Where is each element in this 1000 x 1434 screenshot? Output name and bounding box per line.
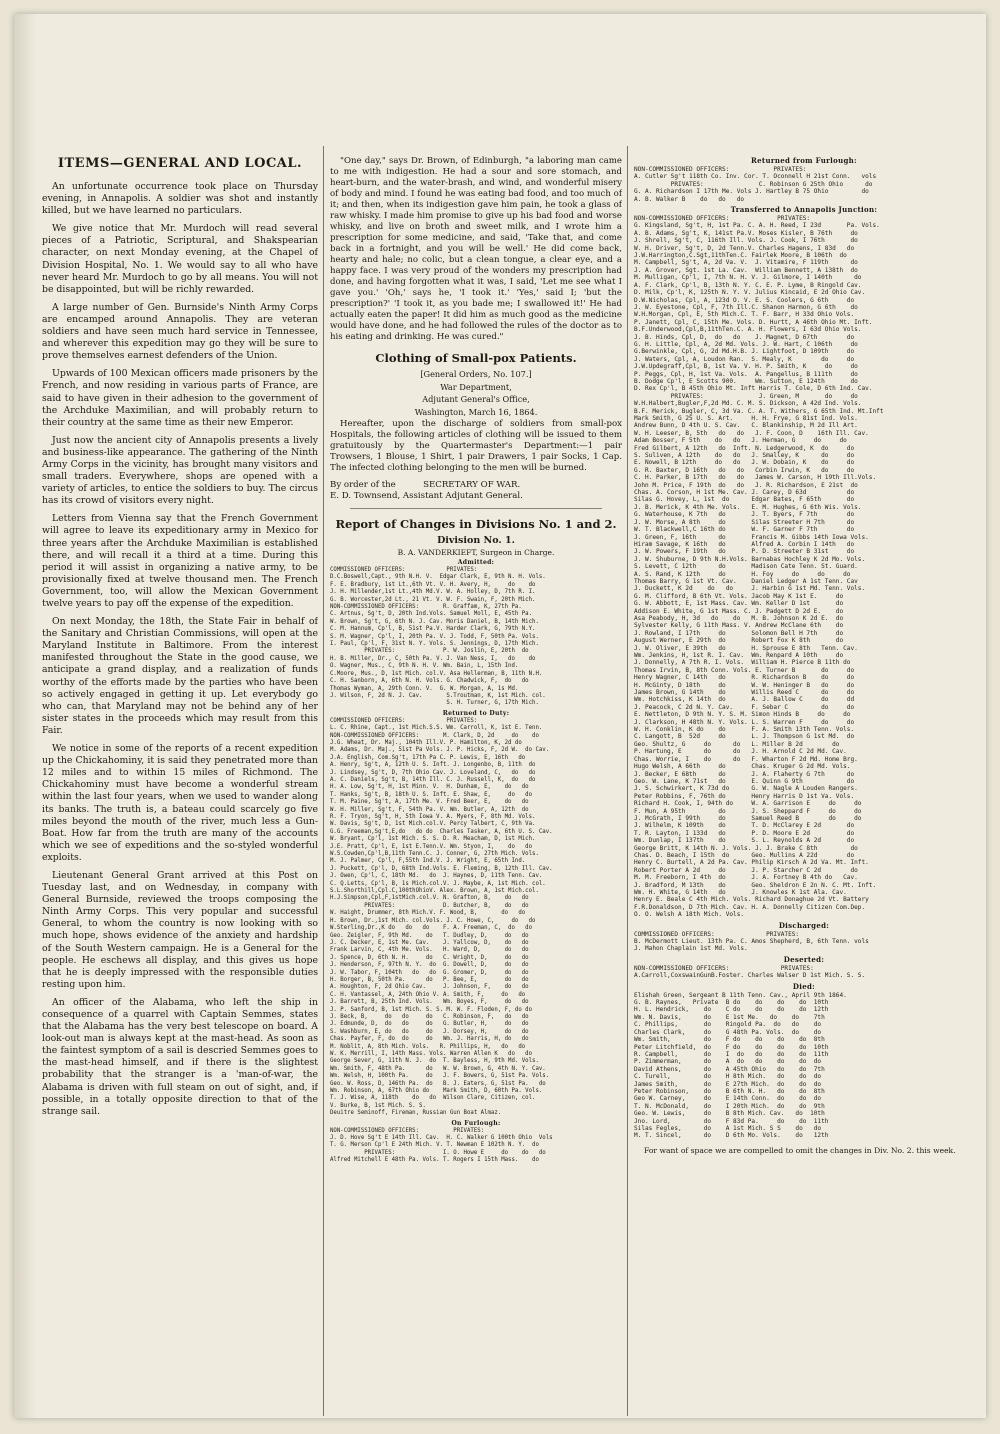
item-paragraph: We give notice that Mr. Murdoch will read several pieces of a Patriotic, Scriptural, and Shakspearian character, on next Monday evening, at the Chapel of Division Hospital, No. 1. We would say to all who have never heard Mr. Murdoch to go by all means. You will not be disappointed, but will be richly rewarded. [42, 223, 318, 295]
newspaper-page [14, 14, 986, 1418]
order-text: Hereafter, upon the discharge of soldiers from small-pox Hospitals, the following articles of clothing will be issued to them gratuitously by the Quartermaster's Department:—1 pair Trowsers, 1 Blouse, 1 Shirt, 1 pair Drawers, 1 pair Socks, 1 Cap. The infected clothing belonging to the men will be burned. [330, 419, 622, 473]
transferred-list: NON-COMMISSIONED OFFICERS: PRIVATES: G. Kingsland, Sg't, H, 1st Pa. C. A. H. Reed, I 23d Pa. Vols. A. B. Adams, Sg't, K, 141st Pa.V. Moses Kisler, B 76th do J. Shrell, Sg't, C, 116th Ill. Vols. J. Cook, I 76th do W. H. Driver, Sg't, D, 2d Tenn.V. Charles Hagens, I 83d do J.W.Harrington,C.Sgt,11thTen.C. Fairlek Moore, B 106th do M. Campbell, Sg't, A, 2d Va. V. J. Vitamire, F 119th do J. A. Grover, Sgt. 1st La. Cav. William Bennett, A 138th do M. Mulligan, Cp'l, I, 7th N. H. V. J. Gilmore, I 140th do A. F. Clark, Cp'l, B, 13th N. Y. C. E. P. Lyme, B Ringold Cav. D. Milk, Cp'l, K, 125th N. Y. V. Julius Kincaid, E 2d Ohio Cav. D.W.Nicholas, Cpl, A, 123d O. V. E. S. Coolers, G 6th do J. W. Eyestone, Cpl, F, 7th Ill.C. Shanon Harmon, G 6th do W.H.Morgan, Cpl, E, 5th Mich.C. T. F. Barr, H 33d Ohio Vols. P. Janett, Cpl, C, 15th Me. Vols. D. Hurtt, A 46th Ohio Mt. Inft. B.F.Underwood,Cpl,B,11thTen.C. A. H. Flowers, I 63d Ohio Vols. J. B. Hinds, Cpl, D, do do J. Magnet, D 67th do G. H. Little, Cpl, A, 2d Md. Vols. J. W. Hart, C 106th do G.Berwinkle, Cpl, G, 2d Md.H.B. J. Lightfoot, D 109th do J. Waters, Cpl, A, Loudon Ran. S. Mealy, K do do J.W.Updegraff,Cpl, B, 1st Va. V. H. P. Smith, K do do P. Peggs, Cpl, H, 1st Va. Vols. A. Pangellus, B 111th do B. Dodge Cp'l, E Scotts 900. Wm. Sutton, E 124th do D. Rex Cp'l, B 45th Ohio Mt. Inft Harris T. Cole, D 6th Ind. Cav. PRIVATES: J. Green, M do do W.H.Halbert,Bugler,F,2d Md. C. M. S. Dickson, A 42d Ind. Vols. B.F. Merick, Bugler, C, 3d Va. C. A. T. Withers, G 65th Ind. Mt.Inft Mark Smith, G 25 U. S. Art. H. H. Frye, G 81st Ind. Vols. Andrew Bunn, D 4th U. S. Cav. C. Blankinship, M 2d Ill Art. W. H. Leeser, B, 5th do do J. F. Coon, D 16th Ill. Cav. Adam Bosser, F 5th do do J. Herman, G do do Fred Gilbert, A 12th do Inft. N. Ledgerwood, K do do S. Suliven, A 12th do do J. Smalley, K do do E. Nowell, B 12th do do J. W. Dobain, K do do G. R. Baxter, D 16th do do Corbin Irwin, K do do C. H. Parker, B 17th do do James W. Carson, H 19th Ill.Vols. John M. Price, F 19th do do J. R. Richardson, E 21st do Chas. A. Corson, H 1st Me. Cav. J. Carey, D 63d do Silas G. Hovey, L, 1st do Edgar Bates, F 65th do J. B. Merick, K 4th Me. Vols. E. M. Hughes, G 6th Wis. Vols. G. Waterhouse, K 7th do J. T. Byers, F 7th do J. W. Morse, A 8th do Silas Streeter H 7th do W. T. Blackwell,C 16th do W. F. Garner F 7th do J. Green, F, 16th do Francis M. Gibbs 14th Iowa Vols. Hiram Savage, K 16th do Alfred A. Corbin I 14th do J. W. Powers, F 19th do P. D. Streeter B 31st do J. W. Shuburne, D 9th N.H.Vols. Barnabas Hochley K 2d Mo. Vols. S. Levett, C 12th do Madison Cate Tenn. St. Guard. A. S. Rand, K 12th do H. Foy do do do Thomas Barry, G 1st Vt. Cav. Daniel Ledger A 1st Tenn. Cav J. Duckett, K 2d do do J. Harbin G 1st Md. Tenn. Vols. G. M. Clifford, B 6th Vt. Vols. Jacob May K 1st E. do G. W. Abbott, E, 1st Mass. Cav. Wm. Keller D 1st do Addison E. White, G 1st Mass. C. J. Padgett D 2d E. do Asa Peabody, H, 3d do do M. B. Johnson K 2d E. do Sylvester Kelly, G 11th Mass. V. Andrew McClane 6th do J. Rowland, I 17th do Solomon Bell H 7th do August Werner, E 29th do Robert Fox K 8th do J. W. Oliver, E 39th do H. Sprouse E 8th Tenn. Cav. Wm. Jenkins, H, 1st R. I. Cav. Wm. Renpard A 10th do J. Donnelly, A 7th R. I. Vols. William H. Pierce B 11th do Thomas Irvin, B, 8th Conn. Vols. E. Turner B do do Henry Wagner, C 14th do R. Richardson B do do H. McGinty, D 18th do W. W. Heninger B do do James Brown, G 14th do Willis Reed C do do Wm. Hotchkiss, K 14th do A. J. Ballow C do dd J. Peacock, C 2d N. Y. Cav. F. Sebar C do do E. Nettleton, D 9th N. Y. S. M. Simon Hinds B do do J. Clarkson, H 48th N. Y. Vols. L. S. Warren F do do W. H. Conklin, K do do F. A. Smith 13th Tenn. Vols. C. Langott, B 52d do L. J. Thompson G 1st Md. do Geo. Shultz, G do do L. Miller B 2d do P. Hartung, E do do J. H. Arnold C 2d Md. Cav. Chas. Worrie, I do do F. Wharton F 2d Md. Home Brg. Hugo Welsh, A 66th do Chas. Kruger G 2d Md. Vols. J. Becker, E 68th do J. A. Flaherty G 7th do Geo. W. Lane, K 71st do E. Quinn G 9th do J. S. Schwirkert, K 73d do G. W. Nagle A Louden Rangers. Peter Robbins, F, 76th do Henry Harris D 1st Va. Vols. Richard H. Cook, I, 94th do W. A. Garrison E do do F. Mun, A 95th do J. S. Sheppard F do do J. McGrath, I 99th do Samuel Reed B do do J. Wilhelm, K 109th do T. D. McClarey E 2d do T. R. Layton, I 133d do P. D. Moore E 2d do Wm. Dunlap, I 137th do S. L. Reynolds A 2d do George Britt, K 14th N. J. Vols. J. J. Brake C 8th do Chas. D. Beach, I 15th do Geo. Mullins A 22d do Henry C. Burtell, A 2d Pa. Cav. Philip Kirsch A 2d Va. Mt. Inft. Robert Porter A 2d do J. P. Starcher C 2d do M. M. Freeborn, I 4th do J. A. Fortney B 4th do Cav. J. Bradford, M 13th do Geo. Sheldron E 2n N. C. Mt. Inft. Wm. H. White, G 14th do J. Knowles K 1st Ala. Cav. Henry E. Beale C 4th Mich. Vols. Richard Donaghue 2d Vt. Battery F.R.Donaldson, D 7th Mich. Cav. H. A. Donnelly Citizen Com.Dep. O. O. Welsh A 18th Mich. Vols. [634, 215, 884, 919]
died-list: Elishah Green, Sergeant B 11th Tenn. Cav., April 9th 1864. G. B. Raynes, Private B do do do do 10th H. L. Hendrick, do C do do do do 12th Wm. N. Davis, do E 1st Me. do do 7th C. Phillips, do Ringold Pa. do do do Charles Clark, do G 48th Pa. Vols. do do Wm. Smith, do F do do do do 8th Peter Litchfield, do F do do do do 10th R. Campbell, do I do do do do 11th P. Zimmerman, do A do do do do do David Athens, do A 45th Ohio do do 7th C. Turell, do H 8th Mich. do do do James Smith, do E 27th Mich. do do do Peter Robinson, do B 6th N. H. do do 8th Geo W. Carney, do E 14th Conn. do do do T. N. McDonald, do I 20th Mich. do do 9th Geo. W. Lewis, do B 8th Mich. Cav. do 10th Jno. Lord, do F 83d Pa. do do 11th Silas Fegles, do A 1st Mich. S S do do M. T. Sincel, do D 6th Mo. Vols. do 12th [634, 991, 847, 1140]
item-paragraph: Just now the ancient city of Annapolis presents a lively and business-like appearance. The gathering of the Ninth Army Corps in the vicinity, has brought many visitors and small traders. Everywhere, shops are opened with a variety of articles, to entice the soldiers to buy. The circus has its crowd of visitors every night. [42, 434, 318, 507]
order-dept: War Department, [440, 381, 512, 392]
on-furlough-heading: On Furlough: [451, 1119, 501, 1127]
item-paragraph: Upwards of 100 Mexican officers made prisoners by the French, and now residing in various parts of France, are said to have given in their adhesion to the government of the Archduke Maximilian, and will probably return to their country at the same time as their new Emperor. [42, 368, 318, 428]
order-signature-2: E. D. Townsend, Assistant Adjutant General. [330, 491, 523, 501]
item-paragraph: A large number of Gen. Burnside's Ninth Army Corps are encamped around Annapolis. They are veteran soldiers and have seen much hard service in Tennessee, and wherever this expedition may go they will be sure to prove themselves earnest defenders of the Union. [42, 301, 318, 362]
right-column [634, 146, 974, 1416]
discharged-heading: Discharged: [778, 920, 830, 930]
column-rule-1 [323, 146, 324, 1416]
admitted-heading: Admitted: [457, 559, 495, 566]
left-column [42, 146, 318, 1416]
returned-duty-heading: Returned to Duty: [442, 709, 510, 717]
surgeon-line: B. A. VANDERKIEFT, Surgeon in Charge. [397, 548, 555, 557]
order-office: Adjutant General's Office, [422, 394, 530, 404]
division-heading: Division No. 1. [437, 535, 515, 546]
item-paragraph: Letters from Vienna say that the French Government will agree to leave its expeditionary army in Mexico for three years after the Archduke Maximilian is established there, and will recall it a third at a time. During this period it will assist in organizing a native army, to be provisionally fixed at twelve thousand men. The French Government, too, will allow the Mexican Government twelve years to pay off the expense of the expedition. [42, 513, 318, 609]
returned-furlough-list: NON-COMMISSIONED OFFICERS: PRIVATES: A. Cutler Sg't 118th Co. Inv. Cor. T. Oconnell H 21st Conn. vols PRIVATES: C. Robinson G 25th Ohio do G. A. Richardson I 17th Me. Vols J. Hartley B 75 Ohio do A. B. Walker B do do do [634, 166, 877, 203]
died-heading: Died: [792, 981, 816, 991]
item-paragraph: Lieutenant General Grant arrived at this Post on Tuesday last, and on Wednesday, in company with General Burnside, reviewed the troops composing the Ninth Army Corps. This very popular and successful General, to whom the country is now looking with so much hope, shows evidence of the anxiety and hardship of the South Western campaign. He is a General for the people. He eschews all display, and this gives us hope that he is deeply impressed with the responsible duties resting upon him. [42, 869, 318, 990]
middle-column [330, 146, 622, 1416]
item-paragraph: An officer of the Alabama, who left the ship in consequence of a quarrel with Captain Semmes, states that the Alabama has the very best telescope on board. A look-out man is always kept at the mast-head. As soon as the faintest symptom of a sail is descried Semmes goes to the mast-head himself, and if there is the slightest probability that the stranger is a 'man-of-war, the Alabama is driven with full steam on out of sight, and, if possible, in a totally opposite direction to that of the strange sail. [42, 996, 318, 1117]
deserted-list: NON-COMMISSIONED OFFICERS: PRIVATES: A.Carroll,CoxswainGunB.Foster. Charles Walser D 1st Mich. S. S. [634, 964, 866, 980]
items-heading: ITEMS—GENERAL AND LOCAL. [57, 156, 303, 171]
page-gutter-shadow [14, 14, 36, 1418]
order-date: Washington, March 16, 1864. [414, 406, 538, 417]
doctor-story: "One day," says Dr. Brown, of Edinburgh, "a laboring man came to me with indigestion. He had a sour and sore stomach, and heart-burn, and the water-brash, and wind, and wonderful misery of body and mind. I found he was eating bad food, and too much of it; and then, when its indigestion gave him pain, he took a glass of raw whisky. I made him promise to give up his bad food and worse whisky, and live on broth and sweet milk, and I wrote him a prescription for some medicine, and said, 'Take that, and come back in a fortnight, and you will be well.' He did come back, hearty and hale; no colic, but a clean tongue, a clear eye, and a happy face. I was very proud of the wonders my prescription had done, and having forgotten what it was, I said, 'Let me see what I gave you.' 'Oh,' says he, 'I took it.' 'Yes,' said I; 'but the prescription?' 'I took it, as you bade me; I swallowed it!' He had actually eaten the paper! It did him as much good as the medicine would have done, and he had followed the rules of the doctor as to his eating and drinking. He was cured." [330, 156, 622, 342]
divider [350, 508, 602, 509]
on-furlough-list: NON-COMMISSIONED OFFICERS: PRIVATES: J. D. Hove Sg't E 14th Ill. Cav. H. C. Walker G 100th Ohio Vols T. G. Merson Cp'l E 24th Mich. V. T. Newman E 102th N. Y. do PRIVATES: I. O. Howe E do do do Alfred Mitchell E 48th Pa. Vols. T. Rogers I 15th Mass. do [330, 1127, 553, 1164]
item-paragraph: On next Monday, the 18th, the State Fair in behalf of the Sanitary and Christian Commissions, will open at the Maryland Institute in Baltimore. From the interest manifested throughout the State in the good cause, we anticipate a grand display, and a realization of funds worthy of the efforts made by the parties who have been so actively engaged in getting it up. Let everybody go who can, that Maryland may not be behind any of her sister states in the proceeds which may result from this Fair. [42, 616, 318, 736]
returned-furlough-heading: Returned from Furlough: [751, 156, 857, 165]
clothing-heading: Clothing of Small-pox Patients. [375, 351, 577, 365]
item-paragraph: An unfortunate occurrence took place on Thursday evening, in Annapolis. A soldier was shot and instantly killed, but we have learned no particulars. [42, 181, 318, 217]
item-paragraph: We notice in some of the reports of a recent expedition up the Chickahominy, it is said they penetrated more than 12 miles and to within 15 miles of Richmond. The Chickahominy must have become a wonderful stream within the last four years, when we used to wander along its banks. The truth is, a bateau could scarcely go five miles beyond the mouth of the river, much less a Gun-Boat. How far from the truth are many of the accounts which we see of expeditions and the so-styled wonderful exploits. [42, 743, 318, 863]
admitted-list: COMMISSIONED OFFICERS: PRIVATES: D.C.Boswell,Capt., 9th N.H. V. Edgar Clark, E, 9th N. H. Vols. F. E. Bradbury, 1st Lt.,6th Vt. V. H. Avery, H, do do J. H. Millender,1st Lt.,4th Md.V. W. A. Holley, D, 7th R. I. G. B. Worcester,2d Lt., 21 Vt. V. W. F. Swain, F, 20th Mich. NON-COMMISSIONED OFFICERS: R. Graffam, K, 27th Pa. C. Artnus, Sg't, D, 20th Ind.Vols. Samuel Moll, E, 45th Pa. W. Brown, Sg't, G, 6th N. J. Cav. Moris Daniel, B, 14th Mich. C. M. Hannum, Cp'l, B, 51st Pa.V. Harder Clark, G, 79th N.Y. S. M. Wagner, Cp'l, I, 20th Pa. V. J. Todd, F, 50th Pa. Vols. I. Paul, Cp'l, F, 31st N. Y. Vols. S. Jennings, D, 17th Mich. PRIVATES: P. W. Joslin, E, 20th do H. B. Miller, Dr., C, 50th Pa. V. J. Van Ness, I, do do O. Wagner, Mus., C, 9th N. H. V. Wm. Bain, L, 15th Ind. C.Moore, Mus., D, 1st Mich. col.V. Asa Hellerman, B, 11th N.H. C. H. Sanborn, A, 6th N. H. Vols. G. Chadwick, F, do do Thomas Wyman, A, 29th Conn. V. G. W. Morgan, A, 1s Md. J. Wilson, F, 2d N. J. Cav. S.Troutman, K, 1st Mich. col. S. H. Turner, G, 17th Mich. [330, 567, 546, 707]
report-heading: Report of Changes in Divisions No. 1 and 2. [335, 517, 617, 531]
discharged-list: COMMISSIONED OFFICERS: PRIVATES: B. McDermott Lieut. 13th Pa. C. Amos Shepherd, B, 6th Tenn. vols J. Mahon Chaplain 1st Md. Vols. [634, 930, 869, 953]
deserted-heading: Deserted: [783, 954, 825, 964]
order-signature: By order of the SECRETARY OF WAR. [330, 480, 521, 490]
returned-duty-list: COMMISSIONED OFFICERS: PRIVATES: L. C. Rhine, Capt., 1st Mich.S.S. Wm. Carroll, K, 1st E. Tenn. NON-COMMISSIONED OFFICERS: M. Clark, D, 2d do do J.G. Wheat, Dr. Maj., 104th Ill.V. P. Hamilton, K, 2d do M. Adams, Dr. Maj., 51st Pa Vols. J. P. Hicks, F, 2d W. do Cav. J.A. English, Com.Sg't, 17th Pa C. P. Lewis, E, 16th do A. Henry, Sg't, A, 12th U. S. Inft. J. Longenbo, B, 11th do J. Lindsey, Sg't, D, 7th Ohio Cav. J. Loveland, C, do do A. C. Daniels, Sg't, B, 14th Ill. C. J. Russell, K, do do H. A. Low, Sg't, H, 1st Minn. V. H. Dunham, E, do do T. Hanks, Sg't, B, 18th U. S. Inft. E. Shaw, E, do do T. M. Paine, Sg't, A, 17th Me. V. Fred Beer, E, do do W. H. Miller, Sg't, F, 54th Pa. V. Wm. Butler, A, 12th do R. F. Tryon, Sg't, H, 5th Iowa V. A. Myers, F, 8th Md. Vols. W. Davis, Sg't, D, 1st Mich.col.V. Percy Talbert, C, 9th Va. G.G. Freeman,Sg't,E,do do do Charles Tasker, A, 6th U. S. Cav. W. Bryant, Cp'l, 1st Mich. S. S. D. R. Meacham, D, 1st Mich. J.E. Pratt, Cp'l, E, 1st E.Tenn.V. Wm. Styon, I, do do W.S.Cowden,Cp'l,B,11th Tenn.C. J. Conner, G, 27th Mich. Vols. M. J. Palmer, Cp'l, F,55th Ind.V. J. Wright, E, 65th Ind. J. Puckett, Cp'l, D, 68th Ind.Vols. E. Fleming, B, 12th Ill. Cav. J. Owen, Cp'l, C, 18th Md. do J. Haynes, D, 11th Tenn. Cav. C. Q.Letts, Cp'l, B, 1s Mich.col.V. J. Maybe, A, 1st Mich. col. S.L.Shorthill,Cpl.C,100thOhioV. Alex. Brown, A, 1st Mich.col. H.J.Simpson,Cpl,F,1stMich.col.V. N. Grafton, B, do do PRIVATES: D. Butcher, B, do do W. Haight, Drummer, 8th Mich.V. F. Wood, B, do do H. Brown, Dr.,1st Mich. col.Vols. J. C. Howe, C, do do W.Sterling,Dr.,K do do do F. A. Freeman, C, do do Geo. Zeigler, F, 9th Md. do T. Dudley, D, do do J. C. Decker, E, 1st Me. Cav. J. Yallcow, D, do do Frank Larvin, C, 4th Me. Vols. H. Ward, D, do do J. Spence, D, 6th N. H. do C. Wright, D, do do J. Henderson, F, 97th N. Y. do G. Dowell, D, do do J. W. Tabor, F, 104th do do G. Gromer, D, do do H. Borger, B, 50th Pa. do P. Bee, E, do do A. Houghton, F, 2d Ohio Cav. J. Johnson, F, do do C. H. Vantassel, A, 24th Ohio V. A. Smith, F, do do J. Barrett, B, 25th Ind. Vols. Wm. Boyes, F, do do J. P. Sanford, B, 1st Mich. S. S. M. W. F. Floden, F, do do J. Beck, B, do do do C. Robinson, F, do do J. Edmunde, D, do do do G. Butler, H, do do S. Washburn, E, do do do J. Dorsey, H, do do Chas. Payfer, F, do do do Wm. J. Harris, H, do do M. Noblit, A, 8th Mich. Vols. R. Phillips, H, do do W. K. Merrill, I, 14th Mass. Vols. Warren Allen K do do George Sever, G, 11th N. J. do T. Bayless, H, 9th Md. Vols. Wm. Smith, F, 48th Pa. do W. W. Brown, G, 4th N. Y. Cav. Wm. Welsh, H, 100th Pa. do J. F. Bowers, G, 51st Pa. Vols. Geo. W. Ross, D, 146th Pa. do B. J. Eaters, G, 51st Pa. do Wm. Robinson, A, 67th Ohio do Mark Smith, D, 60th Pa. Vols. T. J. Wise, A, 118th do do Wilson Clare, Citizen, col. V. Burke, B, 1st Mich. S. S. Deuitre Seminoff, Fireman, Russian Gun Boat Almaz. [330, 717, 553, 1117]
column-rule-2 [627, 146, 628, 1416]
footnote: For want of space we are compelled to omit the changes in Div. No. 2. this week. [644, 1145, 956, 1155]
order-number: [General Orders, No. 107.] [420, 369, 532, 379]
transferred-heading: Transferred to Annapolis Junction: [730, 205, 878, 215]
